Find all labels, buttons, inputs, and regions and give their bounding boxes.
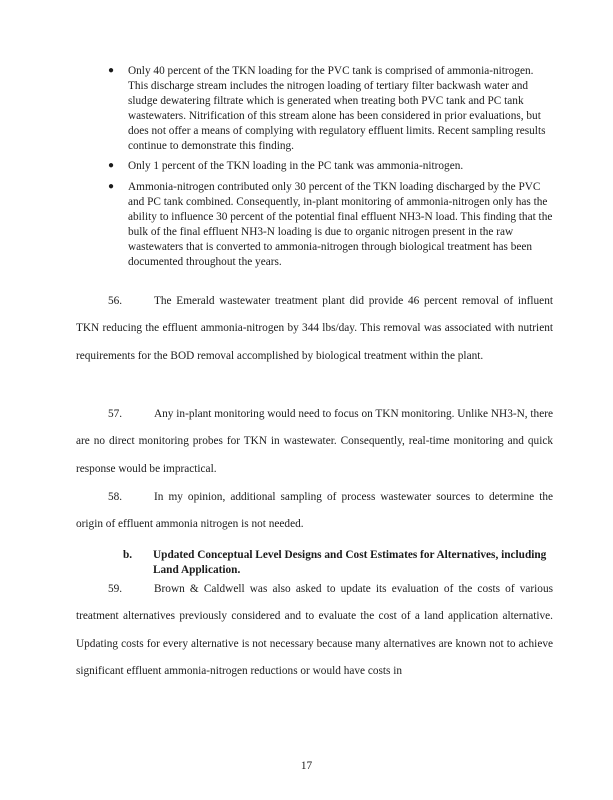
bullet-icon: ●	[108, 160, 115, 172]
paragraph-number: 59.	[108, 583, 123, 595]
paragraph-number: 57.	[108, 408, 123, 420]
bullet-list	[108, 64, 554, 276]
bullet-text: Ammonia-nitrogen contributed only 30 percent of the TKN loading discharged by the PVC and PC tank combined. Consequently, in-plant monitoring of ammonia-nitrogen only has the ability to influence 30 percent of the potential final effluent NH3-N load. This finding that the bulk of the final effluent NH3-N loading is due to organic nitrogen present in the raw wastewaters that is converted to ammonia-nitrogen through biological treatment has been documented throughout the years.	[128, 181, 553, 268]
page-number: 17	[300, 760, 313, 772]
bullet-text: Only 40 percent of the TKN loading for the PVC tank is comprised of ammonia-nitrogen. This discharge stream includes the nitrogen loading of tertiary filter backwash water and sludge dewatering filtrate which is generated when treating both PVC tank and PC tank wastewaters. Nitrification of this stream alone has been considered in prior evaluations, but does not offer a means of complying with regulatory effluent limits. Recent sampling results continue to demonstrate this finding.	[128, 65, 546, 152]
section-heading	[123, 548, 548, 577]
paragraph-number: 56.	[108, 295, 123, 307]
paragraph-number: 58.	[108, 491, 123, 503]
paragraph-59	[76, 576, 553, 686]
paragraph-text: In my opinion, additional sampling of process wastewater sources to determine the origin of effluent ammonia nitrogen is not needed.	[76, 491, 553, 531]
bullet-icon: ●	[108, 181, 115, 193]
bullet-text: Only 1 percent of the TKN loading in the PC tank was ammonia-nitrogen.	[128, 160, 464, 173]
paragraph-text: The Emerald wastewater treatment plant did provide 46 percent removal of influent TKN reducing the effluent ammonia-nitrogen by 344 lbs/day. This removal was associated with nutrient requirements for the BOD removal accomplished by biological treatment within the plant.	[76, 295, 553, 362]
bullet-icon: ●	[108, 65, 115, 76]
paragraph-56	[76, 288, 553, 370]
paragraph-text: Brown & Caldwell was also asked to update its evaluation of the costs of various treatment alternatives previously considered and to evaluate the cost of a land application alternative. Updating costs for every alternative is not necessary because many alternatives are known not to achieve significant effluent ammonia-nitrogen reductions or would have costs in	[76, 583, 553, 678]
section-title: Updated Conceptual Level Designs and Cost Estimates for Alternatives, including Land Application.	[153, 549, 547, 576]
list-item	[108, 159, 554, 174]
list-item	[108, 180, 554, 269]
paragraph-57	[76, 401, 553, 483]
section-label: b.	[123, 549, 133, 561]
paragraph-text: Any in-plant monitoring would need to focus on TKN monitoring. Unlike NH3-N, there are no direct monitoring probes for TKN in wastewater. Consequently, real-time monitoring and quick response would be impractical.	[76, 408, 553, 475]
paragraph-58	[76, 484, 553, 539]
list-item	[108, 64, 554, 153]
